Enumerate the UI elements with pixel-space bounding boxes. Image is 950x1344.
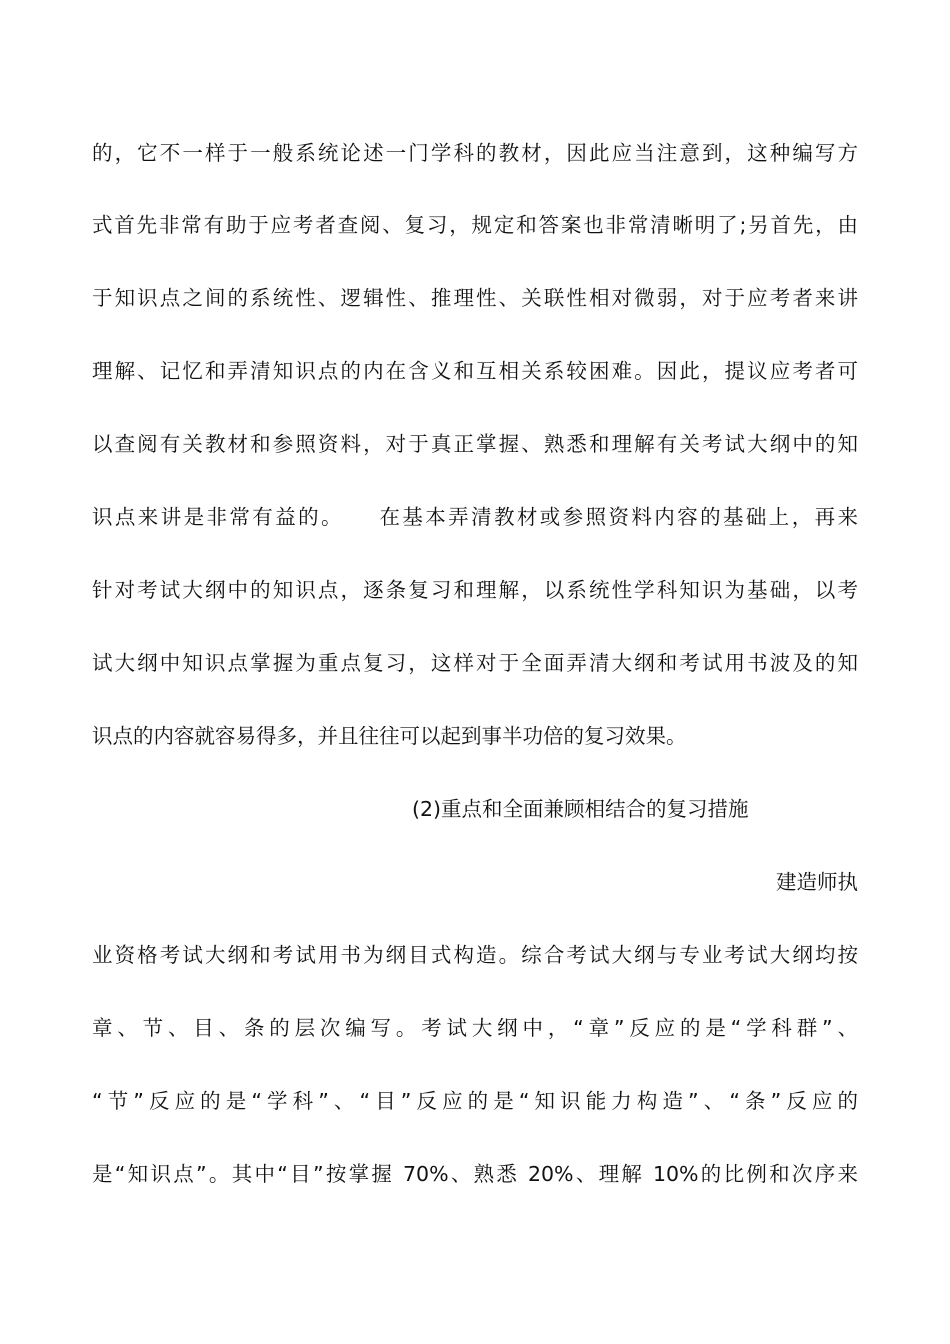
text-line: 试大纲中知识点掌握为重点复习，这样对于全面弄清大纲和考试用书波及的知 [92, 651, 858, 675]
text-line: 针对考试大纲中的知识点，逐条复习和理解，以系统性学科知识为基础，以考 [92, 578, 858, 602]
text-line: “节”反应的是“学科”、“目”反应的是“知识能力构造”、“条”反应的 [92, 1089, 858, 1113]
text-line: 式首先非常有助于应考者查阅、复习，规定和答案也非常清晰明了;另首先，由 [92, 213, 858, 237]
text-line: 以查阅有关教材和参照资料，对于真正掌握、熟悉和理解有关考试大纲中的知 [92, 432, 858, 456]
section-heading: (2)重点和全面兼顾相结合的复习措施 [412, 797, 749, 821]
text-line: 章、节、目、条的层次编写。考试大纲中，“章”反应的是“学科群”、 [92, 1016, 858, 1040]
text-line: 的，它不一样于一般系统论述一门学科的教材，因此应当注意到，这种编写方 [92, 141, 858, 165]
text-line: 建造师执 [776, 870, 858, 894]
text-line: 识点的内容就容易得多，并且往往可以起到事半功倍的复习效果。 [92, 724, 687, 748]
text-line: 识点来讲是非常有益的。 在基本弄清教材或参照资料内容的基础上，再来 [92, 505, 858, 529]
text-line: 理解、记忆和弄清知识点的内在含义和互相关系较困难。因此，提议应考者可 [92, 359, 858, 383]
text-line: 是“知识点”。其中“目”按掌握 70%、熟悉 20%、理解 10%的比例和次序来 [92, 1162, 858, 1186]
text-line: 于知识点之间的系统性、逻辑性、推理性、关联性相对微弱，对于应考者来讲 [92, 286, 858, 310]
text-line: 业资格考试大纲和考试用书为纲目式构造。综合考试大纲与专业考试大纲均按 [92, 943, 858, 967]
